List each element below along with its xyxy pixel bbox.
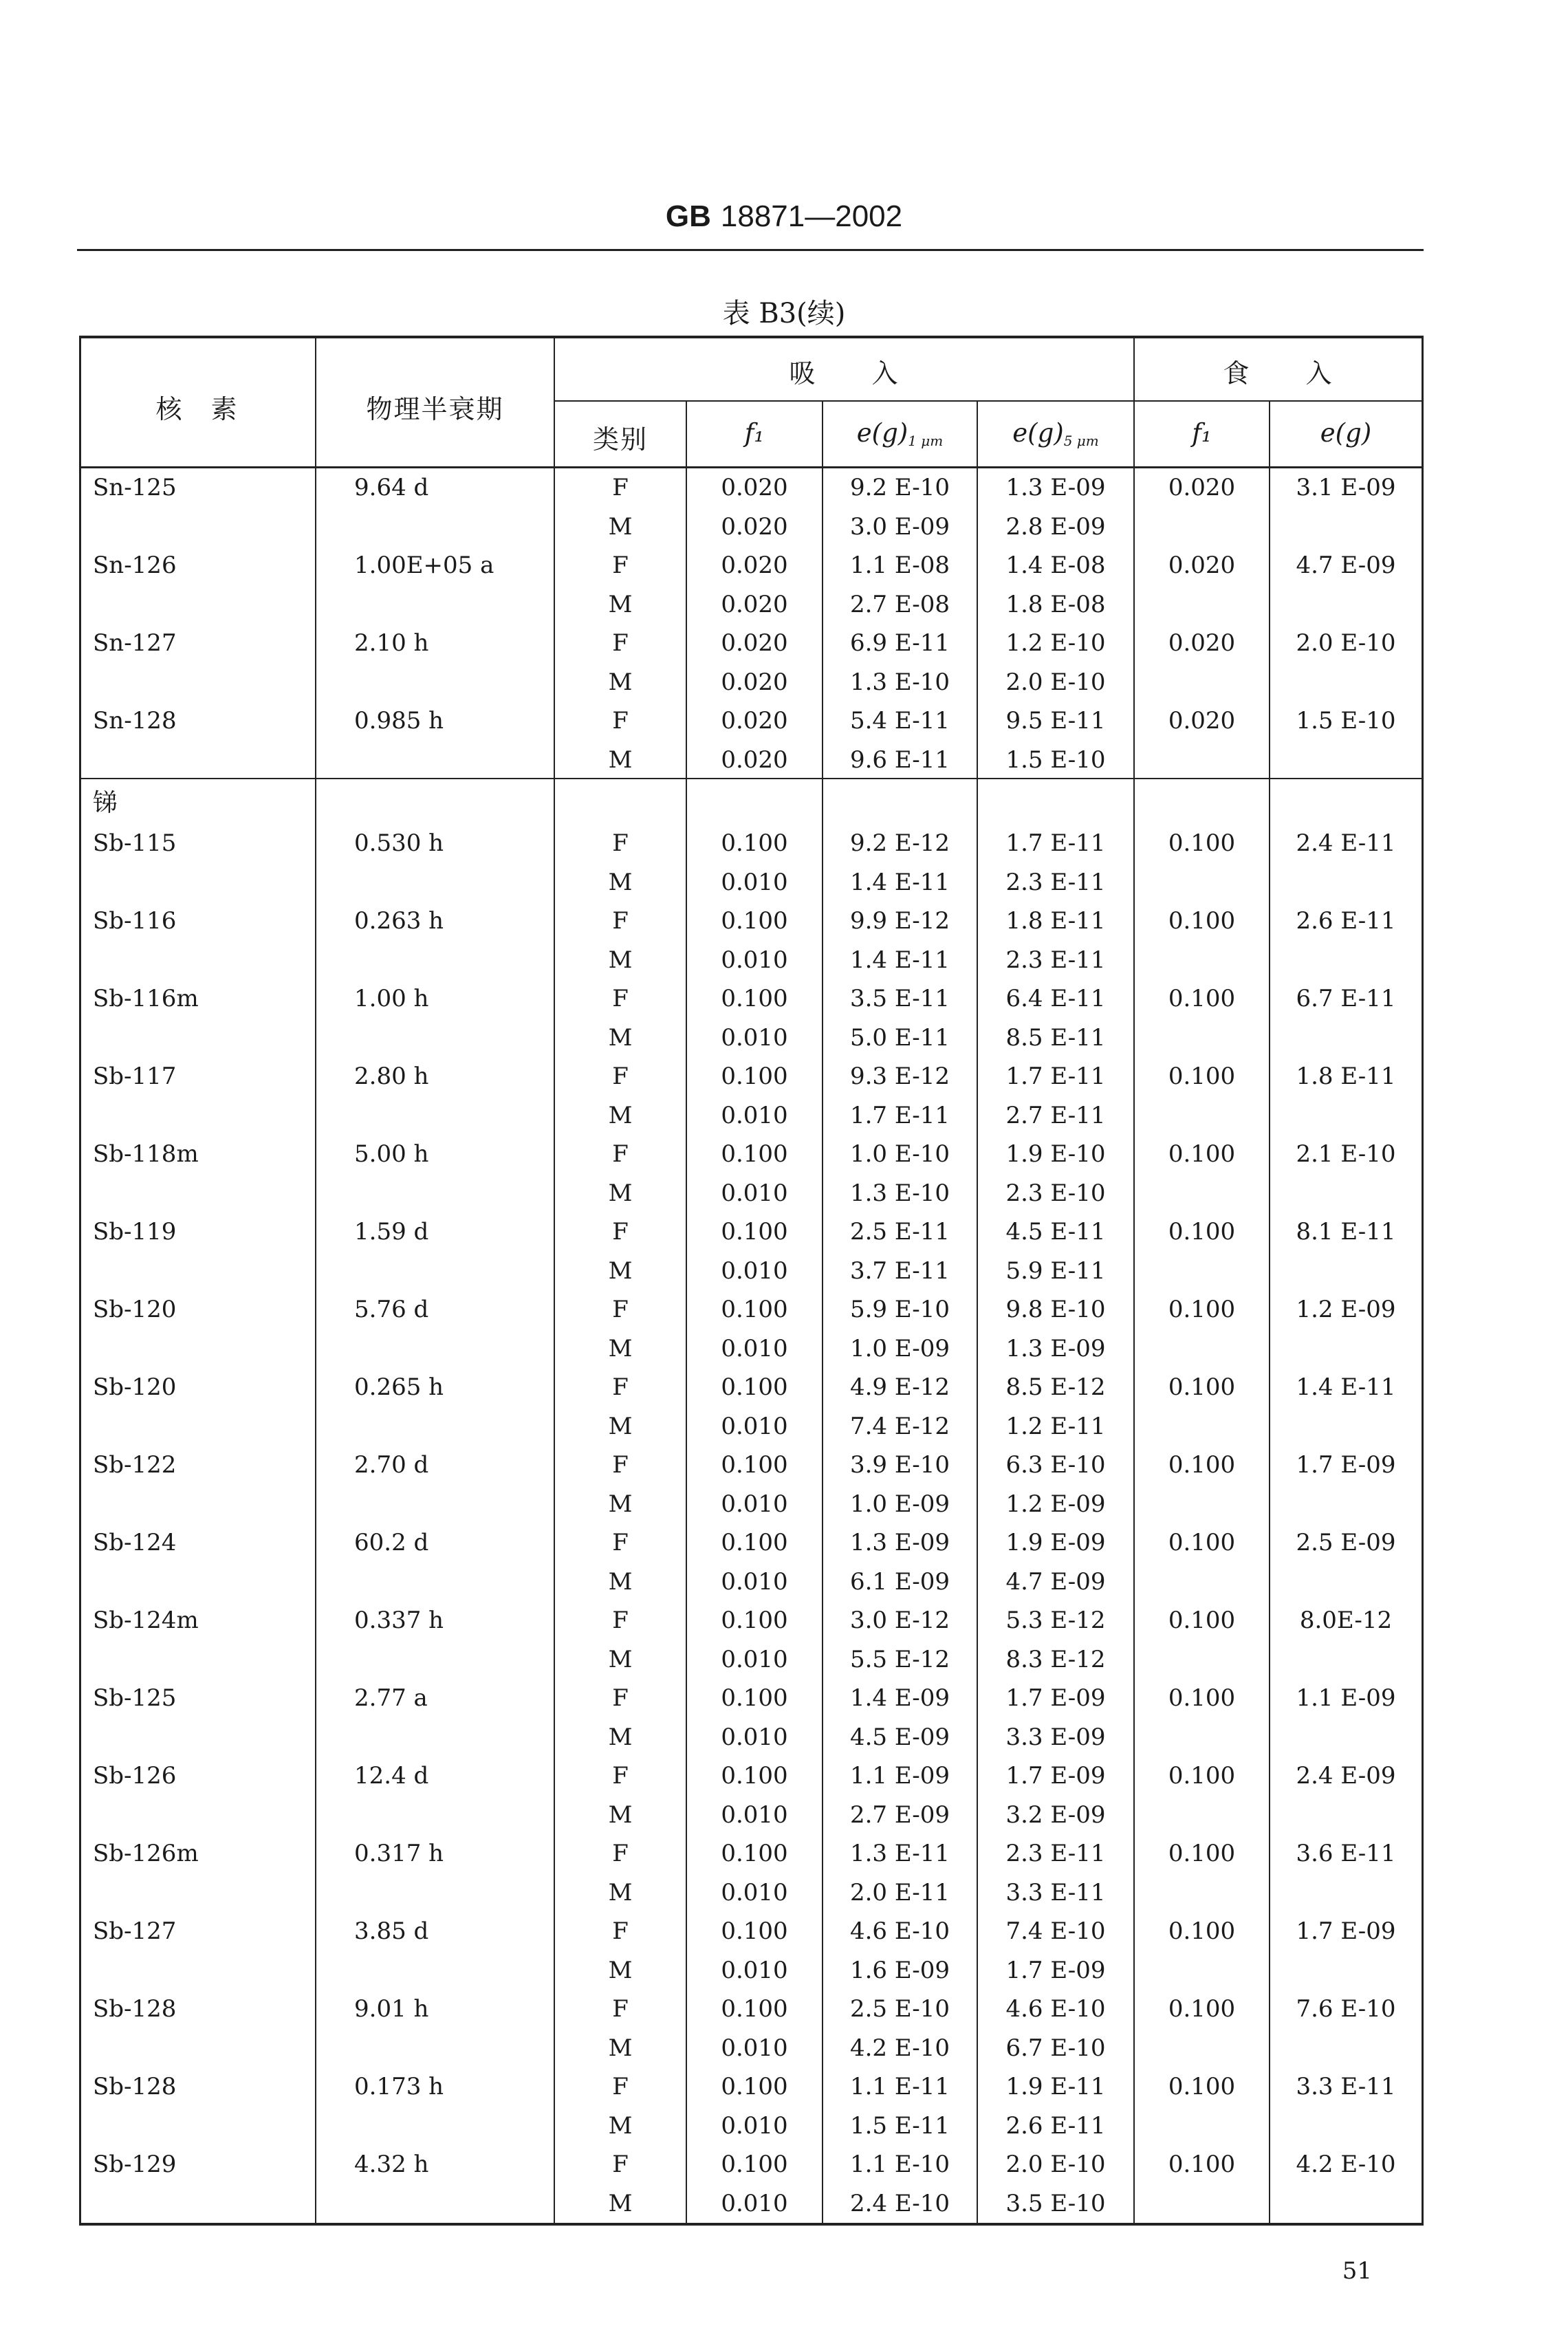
e-1um-cell: 3.9 E-10 (849, 1451, 950, 1479)
e-5um-cell: 2.3 E-11 (1005, 868, 1106, 896)
e-5um-cell: 3.3 E-09 (1005, 1723, 1106, 1751)
category-cell: M (608, 2034, 633, 2062)
header-e-1um-unit: 1 μm (908, 433, 944, 449)
e-ingestion-cell: 8.0E-12 (1299, 1607, 1393, 1634)
e-ingestion-cell: 4.2 E-10 (1296, 2151, 1396, 2178)
f1-inhalation-cell: 0.020 (721, 707, 788, 735)
half-life-cell: 5.00 h (354, 1140, 429, 1168)
f1-inhalation-cell: 0.100 (721, 829, 788, 857)
f1-inhalation-cell: 0.010 (721, 1257, 788, 1285)
e-1um-cell: 1.1 E-09 (849, 1762, 950, 1790)
e-5um-cell: 2.3 E-11 (1005, 1840, 1106, 1867)
f1-inhalation-cell: 0.010 (721, 1801, 788, 1829)
f1-ingestion-cell: 0.100 (1168, 1296, 1236, 1323)
half-life-cell: 0.985 h (354, 707, 444, 735)
category-cell: M (608, 946, 633, 974)
e-1um-cell: 6.1 E-09 (849, 1567, 950, 1596)
e-ingestion-cell: 2.6 E-11 (1296, 907, 1396, 935)
f1-ingestion-cell: 0.020 (1168, 552, 1236, 579)
category-cell: M (608, 1878, 633, 1906)
f1-ingestion-cell: 0.100 (1168, 985, 1236, 1012)
f1-inhalation-cell: 0.010 (721, 1490, 788, 1518)
e-5um-cell: 1.3 E-09 (1005, 474, 1106, 501)
header-e-1um-label: e(g) (856, 418, 908, 448)
e-1um-cell: 1.4 E-11 (849, 868, 950, 896)
f1-inhalation-cell: 0.010 (721, 1878, 788, 1906)
f1-ingestion-cell: 0.100 (1168, 1140, 1236, 1168)
category-cell: F (612, 1063, 629, 1090)
e-ingestion-cell: 1.4 E-11 (1296, 1373, 1396, 1401)
category-cell: M (608, 1334, 633, 1362)
e-ingestion-cell: 2.4 E-09 (1296, 1762, 1396, 1790)
f1-inhalation-cell: 0.100 (721, 2073, 788, 2100)
nuclide-cell: Sb-128 (93, 2073, 177, 2100)
header-ingestion: 食 入 (1223, 358, 1333, 389)
nuclide-cell: Sb-120 (93, 1373, 177, 1401)
standard-number (0, 199, 1568, 234)
half-life-cell: 0.263 h (354, 907, 444, 935)
f1-inhalation-cell: 0.010 (721, 1567, 788, 1596)
e-ingestion-cell: 2.0 E-10 (1296, 629, 1396, 657)
header-f1-ingestion: f₁ (1192, 418, 1212, 448)
category-cell: F (612, 552, 629, 579)
category-cell: M (608, 868, 633, 896)
header-rule (77, 249, 1424, 251)
half-life-cell: 9.01 h (354, 1995, 429, 2023)
f1-ingestion-cell: 0.100 (1168, 1684, 1236, 1712)
f1-inhalation-cell: 0.010 (721, 1412, 788, 1440)
f1-inhalation-cell: 0.010 (721, 1956, 788, 1984)
header-inhalation: 吸 入 (789, 358, 900, 389)
nuclide-cell: Sb-126 (93, 1762, 177, 1790)
f1-inhalation-cell: 0.100 (721, 1373, 788, 1401)
e-ingestion-cell: 3.1 E-09 (1296, 474, 1396, 501)
nuclide-cell: Sb-119 (93, 1218, 177, 1246)
category-cell: M (608, 2189, 633, 2217)
e-1um-cell: 9.3 E-12 (849, 1063, 950, 1090)
f1-inhalation-cell: 0.100 (721, 1529, 788, 1556)
nuclide-cell: Sb-127 (93, 1917, 177, 1945)
e-5um-cell: 2.3 E-11 (1005, 946, 1106, 974)
e-1um-cell: 1.6 E-09 (849, 1956, 950, 1984)
category-cell: M (608, 1179, 633, 1207)
category-cell: F (612, 1218, 629, 1246)
f1-inhalation-cell: 0.020 (721, 668, 788, 696)
half-life-cell: 2.70 d (354, 1451, 429, 1479)
header-e-ingestion: e(g) (1320, 418, 1372, 448)
category-cell: M (608, 1723, 633, 1751)
nuclide-cell: Sb-118m (93, 1140, 199, 1168)
e-1um-cell: 5.5 E-12 (849, 1645, 950, 1673)
e-1um-cell: 1.5 E-11 (849, 2111, 950, 2140)
e-1um-cell: 1.3 E-10 (849, 668, 950, 696)
f1-inhalation-cell: 0.100 (721, 1451, 788, 1479)
e-5um-cell: 1.7 E-11 (1005, 1063, 1106, 1090)
e-5um-cell: 6.3 E-10 (1005, 1451, 1106, 1479)
half-life-cell: 5.76 d (354, 1296, 429, 1323)
e-1um-cell: 2.5 E-11 (849, 1218, 950, 1246)
f1-inhalation-cell: 0.100 (721, 1140, 788, 1168)
e-5um-cell: 9.5 E-11 (1005, 707, 1106, 735)
e-1um-cell: 9.2 E-10 (849, 474, 950, 501)
f1-ingestion-cell: 0.100 (1168, 1762, 1236, 1790)
e-1um-cell: 4.5 E-09 (849, 1723, 950, 1751)
category-cell: F (612, 1762, 629, 1790)
e-5um-cell: 1.7 E-09 (1005, 1956, 1106, 1984)
f1-inhalation-cell: 0.010 (721, 1645, 788, 1673)
category-cell: M (608, 1490, 633, 1518)
f1-inhalation-cell: 0.100 (721, 1684, 788, 1712)
nuclide-cell: Sb-128 (93, 1995, 177, 2023)
nuclide-cell: Sb-120 (93, 1296, 177, 1323)
e-1um-cell: 3.0 E-12 (849, 1607, 950, 1634)
header-e-1um (823, 418, 977, 449)
e-1um-cell: 1.7 E-11 (849, 1101, 950, 1129)
standard-code: 18871—2002 (720, 199, 903, 233)
f1-inhalation-cell: 0.100 (721, 907, 788, 935)
half-life-cell: 0.265 h (354, 1373, 444, 1401)
e-1um-cell: 2.4 E-10 (849, 2189, 950, 2217)
f1-inhalation-cell: 0.020 (721, 512, 788, 541)
e-5um-cell: 9.8 E-10 (1005, 1296, 1106, 1323)
e-5um-cell: 1.7 E-09 (1005, 1762, 1106, 1790)
f1-ingestion-cell: 0.100 (1168, 1607, 1236, 1634)
e-ingestion-cell: 1.7 E-09 (1296, 1917, 1396, 1945)
e-5um-cell: 1.4 E-08 (1005, 552, 1106, 579)
category-cell: F (612, 1917, 629, 1945)
f1-ingestion-cell: 0.100 (1168, 829, 1236, 857)
f1-inhalation-cell: 0.100 (721, 1762, 788, 1790)
e-5um-cell: 1.3 E-09 (1005, 1334, 1106, 1362)
f1-inhalation-cell: 0.010 (721, 2111, 788, 2140)
category-cell: F (612, 629, 629, 657)
f1-inhalation-cell: 0.100 (721, 1840, 788, 1867)
e-1um-cell: 2.0 E-11 (849, 1878, 950, 1906)
e-5um-cell: 1.9 E-10 (1005, 1140, 1106, 1168)
category-cell: M (608, 746, 633, 774)
e-5um-cell: 5.3 E-12 (1005, 1607, 1106, 1634)
e-1um-cell: 1.4 E-09 (849, 1684, 950, 1712)
category-cell: F (612, 985, 629, 1012)
e-5um-cell: 1.9 E-09 (1005, 1529, 1106, 1556)
f1-inhalation-cell: 0.020 (721, 590, 788, 618)
category-cell: F (612, 1296, 629, 1323)
nuclide-cell: Sb-125 (93, 1684, 177, 1712)
header-category: 类别 (592, 424, 648, 455)
e-5um-cell: 6.4 E-11 (1005, 985, 1106, 1012)
f1-inhalation-cell: 0.100 (721, 985, 788, 1012)
e-5um-cell: 4.7 E-09 (1005, 1567, 1106, 1596)
e-ingestion-cell: 4.7 E-09 (1296, 552, 1396, 579)
standard-prefix: GB (665, 199, 711, 233)
f1-inhalation-cell: 0.010 (721, 2034, 788, 2062)
e-1um-cell: 1.0 E-10 (849, 1140, 950, 1168)
header-mid-rule (554, 400, 1424, 402)
f1-inhalation-cell: 0.010 (721, 946, 788, 974)
category-cell: M (608, 2111, 633, 2140)
f1-inhalation-cell: 0.010 (721, 1179, 788, 1207)
nuclide-cell: Sn-128 (93, 707, 177, 735)
half-life-cell: 2.77 a (354, 1684, 428, 1712)
e-1um-cell: 1.3 E-09 (849, 1529, 950, 1556)
e-1um-cell: 5.0 E-11 (849, 1023, 950, 1052)
e-1um-cell: 2.5 E-10 (849, 1995, 950, 2023)
dose-coefficient-table (79, 336, 1424, 2226)
category-cell: F (612, 1529, 629, 1556)
category-cell: M (608, 1956, 633, 1984)
e-ingestion-cell: 2.4 E-11 (1296, 829, 1396, 857)
e-1um-cell: 3.5 E-11 (849, 985, 950, 1012)
half-life-cell: 3.85 d (354, 1917, 429, 1945)
nuclide-cell: Sn-127 (93, 629, 177, 657)
f1-inhalation-cell: 0.010 (721, 868, 788, 896)
e-ingestion-cell: 3.3 E-11 (1296, 2073, 1396, 2100)
e-1um-cell: 1.0 E-09 (849, 1490, 950, 1518)
category-cell: M (608, 590, 633, 618)
e-1um-cell: 6.9 E-11 (849, 629, 950, 657)
f1-ingestion-cell: 0.020 (1168, 474, 1236, 501)
e-5um-cell: 1.8 E-11 (1005, 907, 1106, 935)
header-e-5um-label: e(g) (1012, 418, 1064, 448)
category-cell: F (612, 2151, 629, 2178)
f1-ingestion-cell: 0.020 (1168, 629, 1236, 657)
e-1um-cell: 1.3 E-11 (849, 1840, 950, 1867)
f1-inhalation-cell: 0.100 (721, 1607, 788, 1634)
table-border-bottom (79, 2223, 1424, 2226)
e-ingestion-cell: 1.5 E-10 (1296, 707, 1396, 735)
f1-inhalation-cell: 0.010 (721, 2189, 788, 2217)
category-cell: F (612, 1373, 629, 1401)
f1-inhalation-cell: 0.020 (721, 629, 788, 657)
half-life-cell: 1.00 h (354, 985, 429, 1012)
f1-inhalation-cell: 0.020 (721, 474, 788, 501)
e-ingestion-cell: 6.7 E-11 (1296, 985, 1396, 1012)
e-5um-cell: 8.3 E-12 (1005, 1645, 1106, 1673)
f1-inhalation-cell: 0.100 (721, 1218, 788, 1246)
e-5um-cell: 7.4 E-10 (1005, 1917, 1106, 1945)
e-ingestion-cell: 1.1 E-09 (1296, 1684, 1396, 1712)
e-ingestion-cell: 1.2 E-09 (1296, 1296, 1396, 1323)
e-1um-cell: 3.7 E-11 (849, 1257, 950, 1285)
category-cell: F (612, 474, 629, 501)
e-5um-cell: 2.0 E-10 (1005, 668, 1106, 696)
nuclide-cell: Sb-116m (93, 985, 199, 1012)
e-ingestion-cell: 7.6 E-10 (1296, 1995, 1396, 2023)
e-ingestion-cell: 3.6 E-11 (1296, 1840, 1396, 1867)
category-cell: F (612, 1840, 629, 1867)
nuclide-cell: Sb-129 (93, 2151, 177, 2178)
half-life-cell: 0.317 h (354, 1840, 444, 1867)
nuclide-cell: Sb-124 (93, 1529, 177, 1556)
category-cell: M (608, 1412, 633, 1440)
category-cell: F (612, 1140, 629, 1168)
nuclide-cell: Sb-116 (93, 907, 177, 935)
half-life-cell: 0.530 h (354, 829, 444, 857)
e-5um-cell: 5.9 E-11 (1005, 1257, 1106, 1285)
e-5um-cell: 6.7 E-10 (1005, 2034, 1106, 2062)
f1-ingestion-cell: 0.100 (1168, 1218, 1236, 1246)
table-caption: 表 B3(续) (722, 298, 846, 329)
category-cell: F (612, 707, 629, 735)
e-5um-cell: 1.2 E-09 (1005, 1490, 1106, 1518)
f1-ingestion-cell: 0.100 (1168, 2073, 1236, 2100)
e-5um-cell: 1.7 E-11 (1005, 829, 1106, 857)
f1-ingestion-cell: 0.100 (1168, 1063, 1236, 1090)
category-cell: F (612, 1607, 629, 1634)
f1-ingestion-cell: 0.020 (1168, 707, 1236, 735)
half-life-cell: 2.10 h (354, 629, 429, 657)
e-1um-cell: 9.2 E-12 (849, 829, 950, 857)
category-cell: F (612, 829, 629, 857)
f1-inhalation-cell: 0.020 (721, 552, 788, 579)
e-1um-cell: 5.4 E-11 (849, 707, 950, 735)
f1-inhalation-cell: 0.100 (721, 1995, 788, 2023)
table-border-left (79, 336, 81, 2226)
half-life-cell: 2.80 h (354, 1063, 429, 1090)
category-cell: F (612, 1684, 629, 1712)
nuclide-cell: Sn-126 (93, 552, 177, 579)
e-1um-cell: 2.7 E-09 (849, 1801, 950, 1829)
header-nuclide: 核 素 (155, 394, 239, 424)
f1-ingestion-cell: 0.100 (1168, 1840, 1236, 1867)
f1-inhalation-cell: 0.010 (721, 1723, 788, 1751)
e-5um-cell: 3.3 E-11 (1005, 1878, 1106, 1906)
f1-inhalation-cell: 0.100 (721, 1063, 788, 1090)
e-1um-cell: 1.1 E-10 (849, 2151, 950, 2178)
e-5um-cell: 2.0 E-10 (1005, 2151, 1106, 2178)
e-1um-cell: 1.0 E-09 (849, 1334, 950, 1362)
f1-ingestion-cell: 0.100 (1168, 1995, 1236, 2023)
category-cell: M (608, 668, 633, 696)
e-5um-cell: 1.2 E-10 (1005, 629, 1106, 657)
f1-inhalation-cell: 0.020 (721, 746, 788, 774)
e-5um-cell: 2.7 E-11 (1005, 1101, 1106, 1129)
e-1um-cell: 7.4 E-12 (849, 1412, 950, 1440)
f1-ingestion-cell: 0.100 (1168, 1373, 1236, 1401)
nuclide-cell: Sb-126m (93, 1840, 199, 1867)
f1-inhalation-cell: 0.010 (721, 1023, 788, 1052)
e-5um-cell: 2.8 E-09 (1005, 512, 1106, 541)
category-cell: M (608, 1101, 633, 1129)
e-5um-cell: 8.5 E-11 (1005, 1023, 1106, 1052)
e-ingestion-cell: 8.1 E-11 (1296, 1218, 1396, 1246)
category-cell: M (608, 1567, 633, 1596)
table-border-right (1422, 336, 1424, 2226)
header-f1-inhalation: f₁ (744, 418, 765, 448)
e-5um-cell: 1.8 E-08 (1005, 590, 1106, 618)
e-ingestion-cell: 2.1 E-10 (1296, 1140, 1396, 1168)
nuclide-cell: Sb-115 (93, 829, 177, 857)
half-life-cell: 4.32 h (354, 2151, 429, 2178)
e-ingestion-cell: 2.5 E-09 (1296, 1529, 1396, 1556)
e-5um-cell: 1.5 E-10 (1005, 746, 1106, 774)
half-life-cell: 12.4 d (354, 1762, 429, 1790)
nuclide-cell: Sb-117 (93, 1063, 177, 1090)
col-rule-1 (315, 336, 316, 2226)
header-e-5um (978, 418, 1133, 449)
e-1um-cell: 1.4 E-11 (849, 946, 950, 974)
e-5um-cell: 8.5 E-12 (1005, 1373, 1106, 1401)
f1-ingestion-cell: 0.100 (1168, 1917, 1236, 1945)
half-life-cell: 1.00E+05 a (354, 552, 494, 579)
category-cell: M (608, 512, 633, 541)
e-1um-cell: 9.6 E-11 (849, 746, 950, 774)
category-cell: M (608, 1801, 633, 1829)
e-5um-cell: 2.3 E-10 (1005, 1179, 1106, 1207)
f1-inhalation-cell: 0.010 (721, 1101, 788, 1129)
nuclide-cell: Sn-125 (93, 474, 177, 501)
f1-ingestion-cell: 0.100 (1168, 1451, 1236, 1479)
half-life-cell: 1.59 d (354, 1218, 429, 1246)
category-cell: M (608, 1023, 633, 1052)
e-5um-cell: 3.2 E-09 (1005, 1801, 1106, 1829)
e-5um-cell: 1.2 E-11 (1005, 1412, 1106, 1440)
e-5um-cell: 2.6 E-11 (1005, 2111, 1106, 2140)
category-cell: F (612, 1995, 629, 2023)
category-cell: F (612, 907, 629, 935)
e-5um-cell: 3.5 E-10 (1005, 2189, 1106, 2217)
e-1um-cell: 4.2 E-10 (849, 2034, 950, 2062)
e-1um-cell: 1.1 E-08 (849, 552, 950, 579)
e-1um-cell: 3.0 E-09 (849, 512, 950, 541)
e-1um-cell: 4.9 E-12 (849, 1373, 950, 1401)
e-1um-cell: 1.3 E-10 (849, 1179, 950, 1207)
nuclide-cell: Sb-122 (93, 1451, 177, 1479)
e-5um-cell: 1.9 E-11 (1005, 2073, 1106, 2100)
half-life-cell: 0.337 h (354, 1607, 444, 1634)
e-1um-cell: 5.9 E-10 (849, 1296, 950, 1323)
f1-inhalation-cell: 0.100 (721, 1917, 788, 1945)
category-cell: M (608, 1645, 633, 1673)
e-1um-cell: 1.1 E-11 (849, 2073, 950, 2100)
category-cell: M (608, 1257, 633, 1285)
half-life-cell: 60.2 d (354, 1529, 429, 1556)
e-5um-cell: 4.5 E-11 (1005, 1218, 1106, 1246)
e-5um-cell: 4.6 E-10 (1005, 1995, 1106, 2023)
category-cell: F (612, 1451, 629, 1479)
nuclide-cell: Sb-124m (93, 1607, 199, 1634)
f1-inhalation-cell: 0.010 (721, 1334, 788, 1362)
e-ingestion-cell: 1.7 E-09 (1296, 1451, 1396, 1479)
e-ingestion-cell: 1.8 E-11 (1296, 1063, 1396, 1090)
e-5um-cell: 1.7 E-09 (1005, 1684, 1106, 1712)
e-1um-cell: 9.9 E-12 (849, 907, 950, 935)
header-half-life: 物理半衰期 (366, 394, 504, 424)
f1-ingestion-cell: 0.100 (1168, 2151, 1236, 2178)
half-life-cell: 9.64 d (354, 474, 429, 501)
half-life-cell: 0.173 h (354, 2073, 444, 2100)
f1-ingestion-cell: 0.100 (1168, 1529, 1236, 1556)
page-number: 51 (1342, 2257, 1372, 2285)
e-1um-cell: 4.6 E-10 (849, 1917, 950, 1945)
table-border-top (79, 336, 1424, 338)
category-cell: F (612, 2073, 629, 2100)
header-e-5um-unit: 5 μm (1063, 433, 1099, 449)
e-1um-cell: 2.7 E-08 (849, 590, 950, 618)
element-label: 锑 (93, 789, 118, 817)
f1-ingestion-cell: 0.100 (1168, 907, 1236, 935)
f1-inhalation-cell: 0.100 (721, 1296, 788, 1323)
f1-inhalation-cell: 0.100 (721, 2151, 788, 2178)
